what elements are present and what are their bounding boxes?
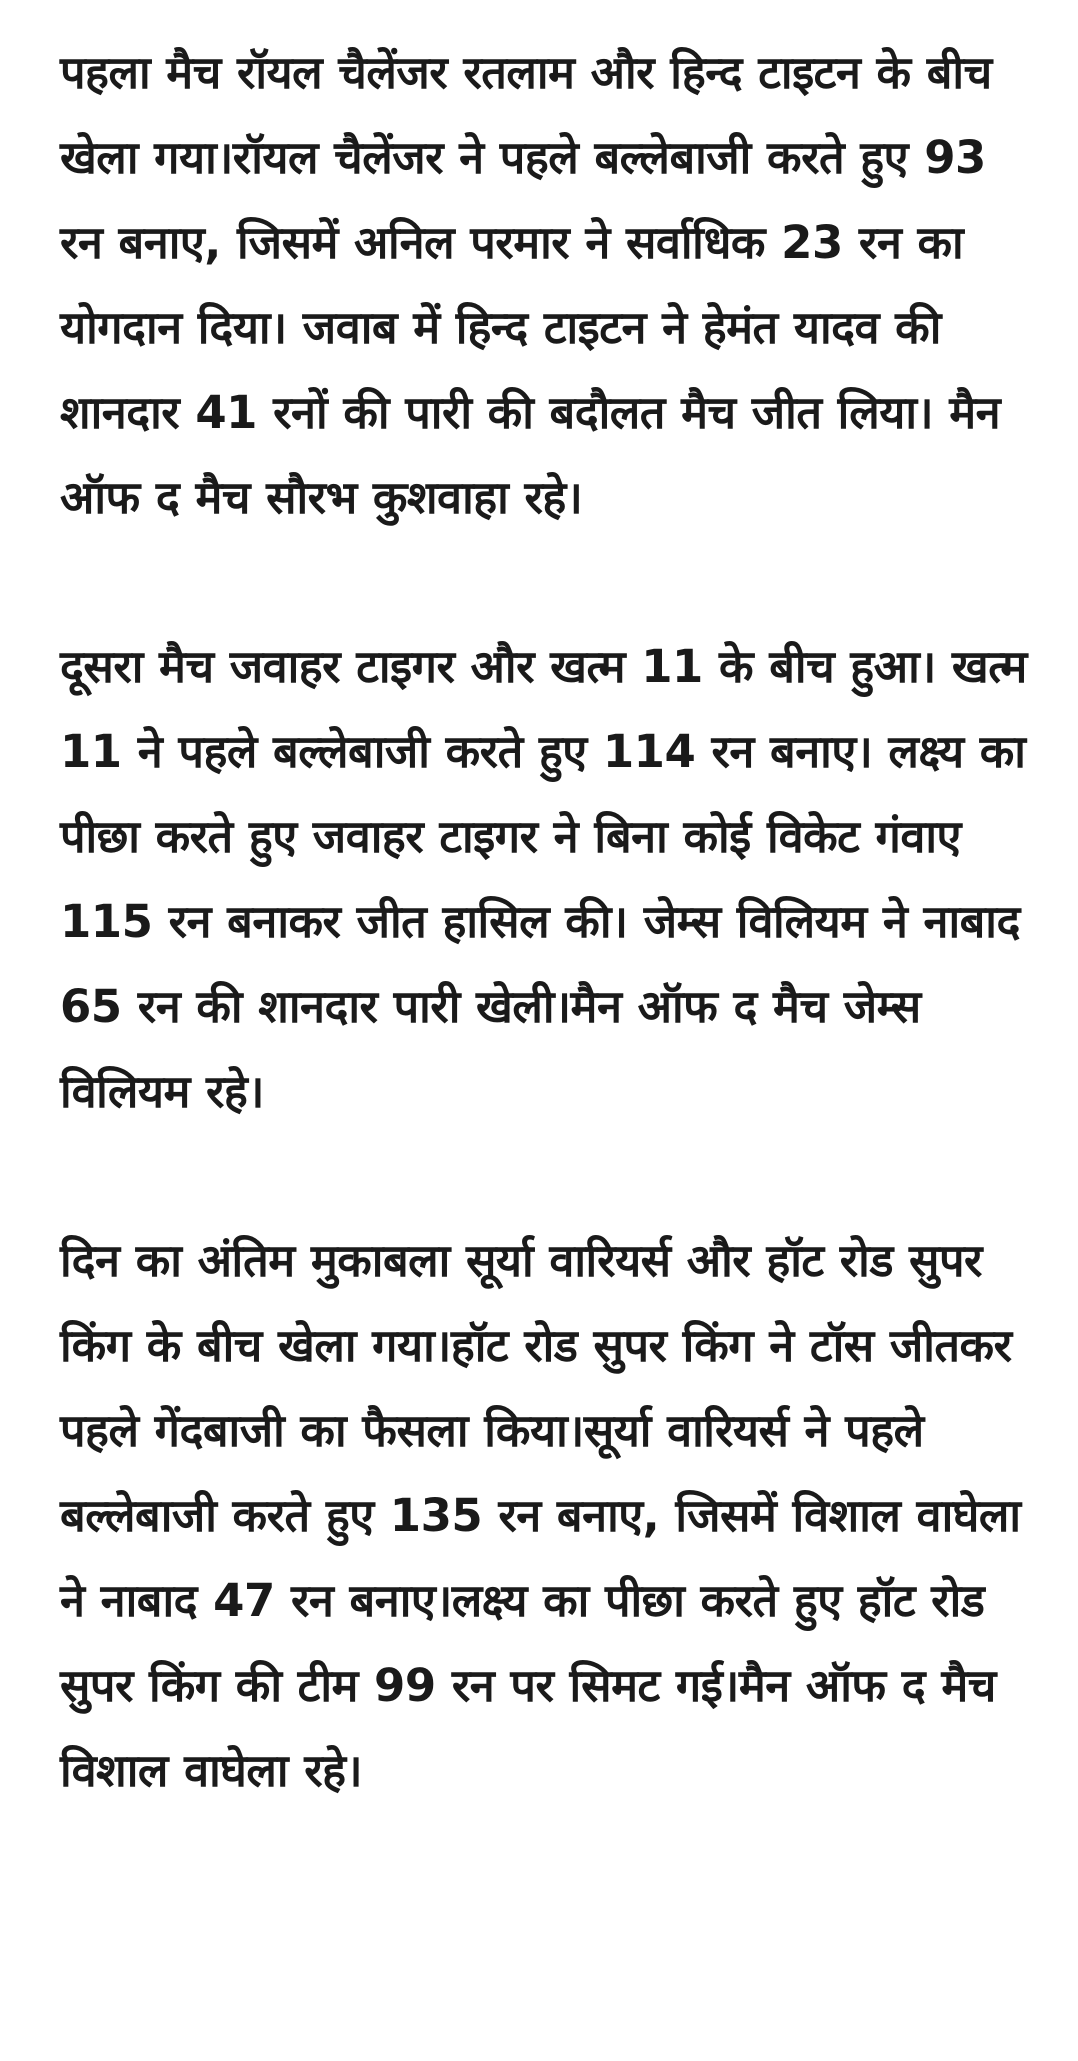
paragraph-second-match: दूसरा मैच जवाहर टाइगर और खत्म 11 के बीच हुआ। खत्म 11 ने पहले बल्लेबाजी करते हुए 114 रन बनाए। लक्ष्य का पीछा करते हुए जवाहर टाइगर ने बिना कोई विकेट गंवाए 115 रन बनाकर जीत हासिल की। जेम्स विलियम ने नाबाद 65 रन की शानदार पारी खेली।मैन ऑफ द मैच जेम्स विलियम रहे। <box>60 640 1027 1118</box>
paragraph-first-match: पहला मैच रॉयल चैलेंजर रतलाम और हिन्द टाइटन के बीच खेला गया।रॉयल चैलेंजर ने पहले बल्लेबाजी करते हुए 93 रन बनाए, जिसमें अनिल परमार ने सर्वाधिक 23 रन का योगदान दिया। जवाब में हिन्द टाइटन ने हेमंत यादव की शानदार 41 रनों की पारी की बदौलत मैच जीत लिया। मैन ऑफ द मैच सौरभ कुशवाहा रहे। <box>60 46 1001 524</box>
paragraph-final-match: दिन का अंतिम मुकाबला सूर्या वारियर्स और हॉट रोड सुपर किंग के बीच खेला गया।हॉट रोड सुपर किंग ने टॉस जीतकर पहले गेंदबाजी का फैसला किया।सूर्या वारियर्स ने पहले बल्लेबाजी करते हुए 135 रन बनाए, जिसमें विशाल वाघेला ने नाबाद 47 रन बनाए।लक्ष्य का पीछा करते हुए हॉट रोड सुपर किंग की टीम 99 रन पर सिमट गई।मैन ऑफ द मैच विशाल वाघेला रहे। <box>60 1234 1021 1797</box>
